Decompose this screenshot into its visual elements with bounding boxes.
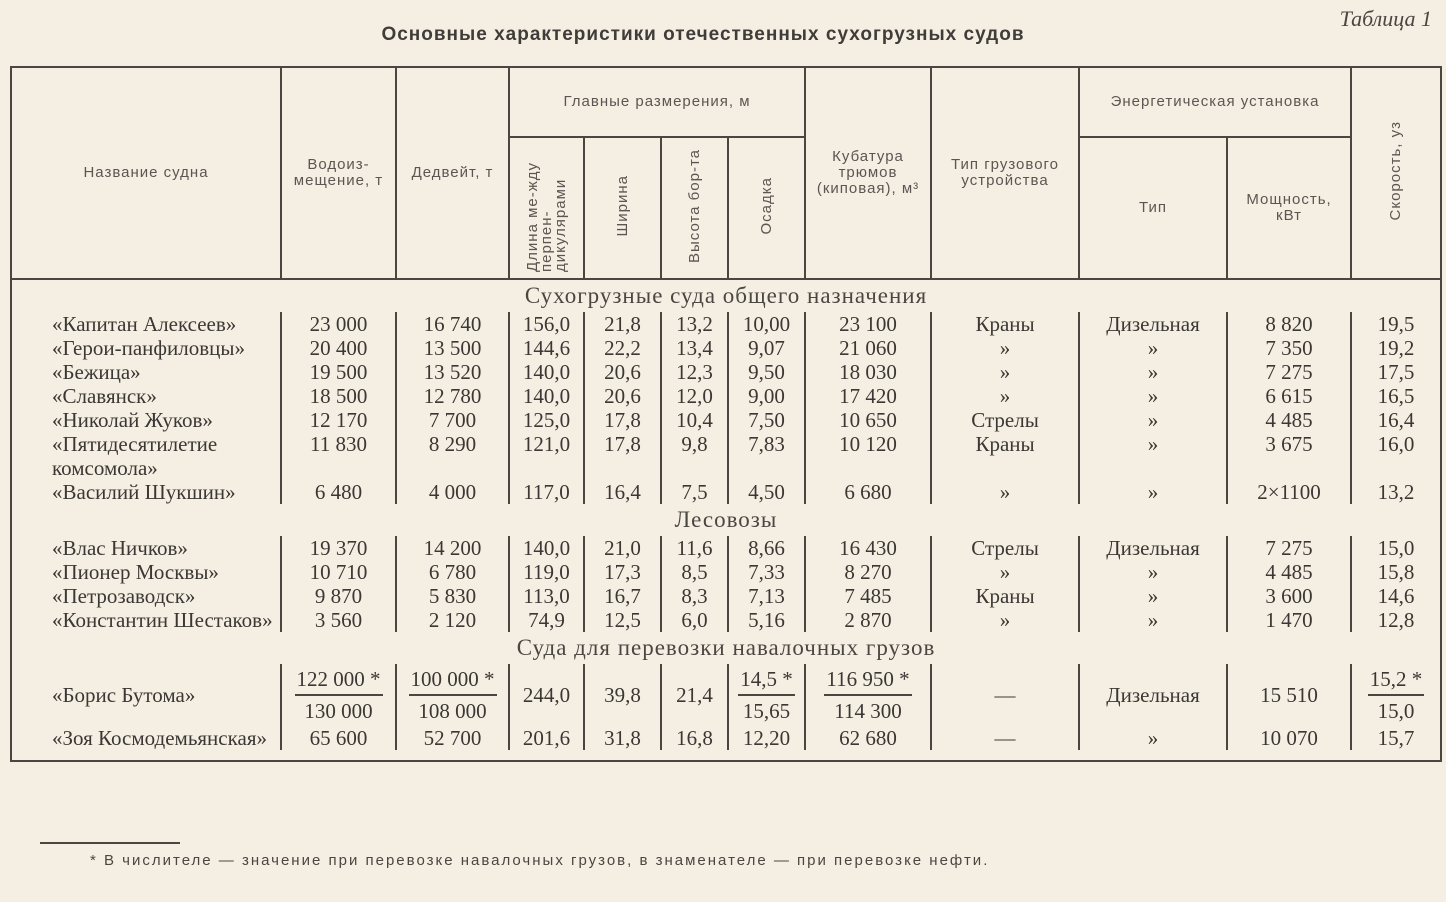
table-row [11, 560, 1441, 584]
power-plant-type: » [1079, 560, 1227, 584]
side-height: 13,4 [661, 336, 728, 360]
width: 22,2 [584, 336, 661, 360]
cargo-gear: » [931, 560, 1079, 584]
fraction [1368, 664, 1425, 726]
power: 10 070 [1227, 726, 1351, 750]
ship-name: «Влас Ничков» [11, 536, 281, 560]
fraction [738, 664, 795, 726]
hold-volume: 18 030 [805, 360, 931, 384]
power-plant-type: » [1079, 384, 1227, 408]
length: 117,0 [509, 480, 584, 504]
table-row [11, 536, 1441, 560]
length: 140,0 [509, 384, 584, 408]
draft: 7,13 [728, 584, 805, 608]
table-row [11, 432, 1441, 480]
ship-name: «Герои-панфиловцы» [11, 336, 281, 360]
side-height: 16,8 [661, 726, 728, 750]
ship-name: «Константин Шестаков» [11, 608, 281, 632]
hold-volume: 10 650 [805, 408, 931, 432]
speed: 15,0 [1351, 536, 1441, 560]
draft: 5,16 [728, 608, 805, 632]
denominator: 108 000 [418, 699, 487, 723]
length: 144,6 [509, 336, 584, 360]
cargo-gear: Стрелы [931, 536, 1079, 560]
section-title: Сухогрузные суда общего назначения [524, 283, 928, 308]
section-title: Лесовозы [674, 507, 778, 532]
power: 2×1100 [1227, 480, 1351, 504]
hold-volume: 6 680 [805, 480, 931, 504]
displacement: 6 480 [281, 480, 396, 504]
hold-volume: 62 680 [805, 726, 931, 750]
displacement: 23 000 [281, 312, 396, 336]
speed: 16,5 [1351, 384, 1441, 408]
table-row [11, 312, 1441, 336]
deadweight: 8 290 [396, 432, 509, 480]
header-name: Название судна [11, 67, 281, 279]
numerator: 122 000 * [295, 664, 383, 696]
power: 7 275 [1227, 536, 1351, 560]
header-hold-volume: Кубатура трюмов (киповая), м³ [805, 67, 931, 279]
ship-name: «Капитан Алексеев» [11, 312, 281, 336]
displacement: 12 170 [281, 408, 396, 432]
length: 113,0 [509, 584, 584, 608]
power-plant-type: » [1079, 608, 1227, 632]
header-draft-text: Осадка [757, 177, 775, 235]
draft: 7,83 [728, 432, 805, 480]
ship-name: «Николай Жуков» [11, 408, 281, 432]
power-plant-type: Дизельная [1079, 536, 1227, 560]
header-width-text: Ширина [613, 175, 631, 237]
side-height: 9,8 [661, 432, 728, 480]
denominator: 114 300 [834, 699, 902, 723]
power: 4 485 [1227, 408, 1351, 432]
power: 3 600 [1227, 584, 1351, 608]
table-row [11, 664, 1441, 726]
speed: 19,2 [1351, 336, 1441, 360]
length: 140,0 [509, 360, 584, 384]
ship-name: «Славянск» [11, 384, 281, 408]
length: 119,0 [509, 560, 584, 584]
speed: 12,8 [1351, 608, 1441, 632]
draft: 9,00 [728, 384, 805, 408]
speed: 15,8 [1351, 560, 1441, 584]
deadweight: 5 830 [396, 584, 509, 608]
cargo-gear: Стрелы [931, 408, 1079, 432]
side-height: 12,3 [661, 360, 728, 384]
header-length [509, 137, 584, 279]
displacement: 20 400 [281, 336, 396, 360]
length: 201,6 [509, 726, 584, 750]
width: 20,6 [584, 384, 661, 408]
displacement: 9 870 [281, 584, 396, 608]
displacement: 10 710 [281, 560, 396, 584]
header-main-dimensions: Главные размерения, м [509, 67, 805, 137]
hold-volume [805, 664, 931, 726]
footnote-divider [40, 842, 180, 844]
side-height: 7,5 [661, 480, 728, 504]
side-height: 11,6 [661, 536, 728, 560]
cargo-gear: — [931, 664, 1079, 726]
fraction [824, 664, 911, 726]
fraction [295, 664, 383, 726]
hold-volume: 7 485 [805, 584, 931, 608]
cargo-gear: » [931, 384, 1079, 408]
power: 1 470 [1227, 608, 1351, 632]
denominator: 15,65 [742, 699, 791, 723]
speed: 16,4 [1351, 408, 1441, 432]
header-cargo-gear: Тип грузового устройства [931, 67, 1079, 279]
side-height: 13,2 [661, 312, 728, 336]
speed: 17,5 [1351, 360, 1441, 384]
header-draft [728, 137, 805, 279]
deadweight: 2 120 [396, 608, 509, 632]
hold-volume: 16 430 [805, 536, 931, 560]
hold-volume: 10 120 [805, 432, 931, 480]
draft: 4,50 [728, 480, 805, 504]
cargo-gear: » [931, 480, 1079, 504]
footnote: * В числителе — значение при перевозке навалочных грузов, в знаменателе — при перевозке нефти. [90, 852, 990, 869]
displacement: 11 830 [281, 432, 396, 480]
numerator: 116 950 * [824, 664, 911, 696]
table-row [11, 360, 1441, 384]
draft: 9,07 [728, 336, 805, 360]
hold-volume: 8 270 [805, 560, 931, 584]
speed [1351, 664, 1441, 726]
power-plant-type: » [1079, 360, 1227, 384]
side-height: 21,4 [661, 664, 728, 726]
length: 125,0 [509, 408, 584, 432]
displacement: 19 370 [281, 536, 396, 560]
hold-volume: 2 870 [805, 608, 931, 632]
draft: 7,50 [728, 408, 805, 432]
draft: 7,33 [728, 560, 805, 584]
width: 16,7 [584, 584, 661, 608]
cargo-gear: » [931, 608, 1079, 632]
ship-name: «Пионер Москвы» [11, 560, 281, 584]
numerator: 14,5 * [738, 664, 795, 696]
power-plant-type: » [1079, 408, 1227, 432]
displacement: 3 560 [281, 608, 396, 632]
power: 7 350 [1227, 336, 1351, 360]
section-title: Суда для перевозки навалочных грузов [516, 635, 936, 660]
side-height: 10,4 [661, 408, 728, 432]
speed: 15,7 [1351, 726, 1441, 750]
power-plant-type: » [1079, 336, 1227, 360]
deadweight: 14 200 [396, 536, 509, 560]
power: 3 675 [1227, 432, 1351, 480]
side-height: 8,3 [661, 584, 728, 608]
power-plant-type: Дизельная [1079, 312, 1227, 336]
header-side-height [661, 137, 728, 279]
cargo-gear: Краны [931, 312, 1079, 336]
deadweight: 4 000 [396, 480, 509, 504]
hold-volume: 17 420 [805, 384, 931, 408]
ship-name: «Зоя Космодемьянская» [11, 726, 281, 750]
header-width [584, 137, 661, 279]
denominator: 15,0 [1377, 699, 1415, 723]
length: 244,0 [509, 664, 584, 726]
width: 21,8 [584, 312, 661, 336]
speed: 19,5 [1351, 312, 1441, 336]
power: 8 820 [1227, 312, 1351, 336]
ship-name: «Борис Бутома» [11, 664, 281, 726]
width: 17,3 [584, 560, 661, 584]
deadweight: 13 520 [396, 360, 509, 384]
denominator: 130 000 [304, 699, 373, 723]
displacement [281, 664, 396, 726]
side-height: 6,0 [661, 608, 728, 632]
hold-volume: 21 060 [805, 336, 931, 360]
header-length-text: Длина ме-жду перпен-дикулярами [523, 161, 569, 272]
width: 17,8 [584, 432, 661, 480]
draft: 8,66 [728, 536, 805, 560]
length: 156,0 [509, 312, 584, 336]
numerator: 100 000 * [409, 664, 497, 696]
ship-name: «Василий Шукшин» [11, 480, 281, 504]
table-row [11, 480, 1441, 504]
deadweight [396, 664, 509, 726]
power: 4 485 [1227, 560, 1351, 584]
header-deadweight: Дедвейт, т [396, 67, 509, 279]
width: 16,4 [584, 480, 661, 504]
ships-table [10, 66, 1442, 762]
displacement: 18 500 [281, 384, 396, 408]
power-plant-type: » [1079, 584, 1227, 608]
width: 21,0 [584, 536, 661, 560]
power-plant-type: » [1079, 432, 1227, 480]
table-row [11, 408, 1441, 432]
table-number-label: Таблица 1 [1339, 6, 1432, 31]
table-row [11, 608, 1441, 632]
header-power-plant: Энергетическая установка [1079, 67, 1351, 137]
table-row [11, 336, 1441, 360]
width: 17,8 [584, 408, 661, 432]
draft [728, 664, 805, 726]
width: 31,8 [584, 726, 661, 750]
table-row [11, 726, 1441, 750]
width: 39,8 [584, 664, 661, 726]
speed: 14,6 [1351, 584, 1441, 608]
length: 74,9 [509, 608, 584, 632]
header-speed [1351, 67, 1441, 279]
length: 121,0 [509, 432, 584, 480]
displacement: 19 500 [281, 360, 396, 384]
cargo-gear: » [931, 336, 1079, 360]
ship-name: «Бежица» [11, 360, 281, 384]
ship-name: «Петрозаводск» [11, 584, 281, 608]
power: 15 510 [1227, 664, 1351, 726]
power-plant-type: » [1079, 726, 1227, 750]
width: 12,5 [584, 608, 661, 632]
draft: 9,50 [728, 360, 805, 384]
hold-volume: 23 100 [805, 312, 931, 336]
header-pp-power: Мощность, кВт [1227, 137, 1351, 279]
ship-name: «Пятидесятилетие комсомола» [11, 432, 281, 480]
numerator: 15,2 * [1368, 664, 1425, 696]
cargo-gear: Краны [931, 432, 1079, 480]
fraction [409, 664, 497, 726]
cargo-gear: Краны [931, 584, 1079, 608]
deadweight: 12 780 [396, 384, 509, 408]
deadweight: 16 740 [396, 312, 509, 336]
draft: 10,00 [728, 312, 805, 336]
deadweight: 7 700 [396, 408, 509, 432]
deadweight: 13 500 [396, 336, 509, 360]
cargo-gear: » [931, 360, 1079, 384]
table-row [11, 584, 1441, 608]
cargo-gear: — [931, 726, 1079, 750]
deadweight: 6 780 [396, 560, 509, 584]
side-height: 8,5 [661, 560, 728, 584]
side-height: 12,0 [661, 384, 728, 408]
table-row [11, 384, 1441, 408]
power: 7 275 [1227, 360, 1351, 384]
speed: 13,2 [1351, 480, 1441, 504]
header-speed-text: Скорость, уз [1387, 121, 1405, 221]
draft: 12,20 [728, 726, 805, 750]
power-plant-type: » [1079, 480, 1227, 504]
header-side-height-text: Высота бор-та [685, 149, 703, 263]
width: 20,6 [584, 360, 661, 384]
length: 140,0 [509, 536, 584, 560]
speed: 16,0 [1351, 432, 1441, 480]
table-title: Основные характеристики отечественных сухогрузных судов [381, 24, 1025, 45]
displacement: 65 600 [281, 726, 396, 750]
header-pp-type: Тип [1079, 137, 1227, 279]
deadweight: 52 700 [396, 726, 509, 750]
header-displacement: Водоиз-мещение, т [281, 67, 396, 279]
power-plant-type: Дизельная [1079, 664, 1227, 726]
power: 6 615 [1227, 384, 1351, 408]
